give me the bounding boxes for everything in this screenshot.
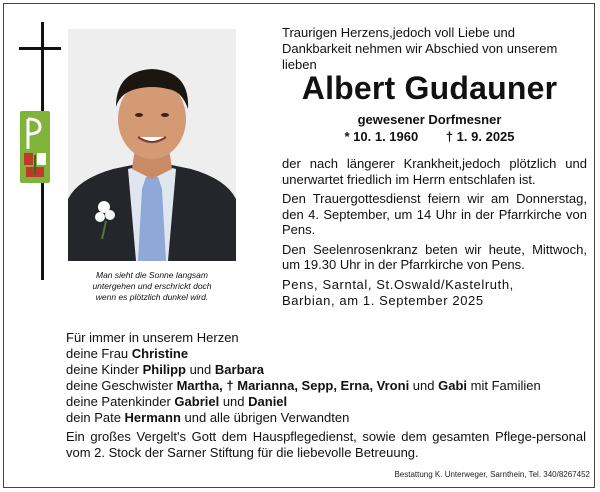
- family-godfather: dein Pate Hermann und alle übrigen Verwandten: [66, 410, 350, 425]
- place-line: Barbian, am 1. September 2025: [282, 293, 484, 308]
- cross-horizontal: [19, 47, 61, 50]
- family-heading: Für immer in unserem Herzen: [66, 330, 239, 345]
- body-paragraph: der nach längerer Krankheit,jedoch plötzlich und unerwartet friedlich im Herrn entschlafen ist.: [282, 156, 587, 187]
- caption-line: wenn es plötzlich dunkel wird.: [95, 292, 209, 302]
- thanks-text: Ein großes Vergelt's Gott dem Hauspflegedienst, sowie dem gesamten Pflege-personal vom 2. Stock der Sarner Stiftung für die liebevolle Betreuung.: [66, 429, 586, 460]
- family-children: deine Kinder Philipp und Barbara: [66, 362, 265, 377]
- death-date: † 1. 9. 2025: [445, 129, 515, 144]
- family-list: [66, 330, 586, 426]
- family-godchildren: deine Patenkinder Gabriel und Daniel: [66, 394, 288, 409]
- family-wife: deine Frau Christine: [66, 346, 189, 361]
- life-dates: [282, 129, 577, 144]
- intro-text: Traurigen Herzens,jedoch voll Liebe und Dankbarkeit nehmen wir Abschied von unserem lieben: [282, 25, 558, 72]
- birth-date: * 10. 1. 1960: [344, 129, 419, 144]
- portrait-photo: [68, 29, 236, 261]
- place-line: Pens, Sarntal, St.Oswald/Kastelruth,: [282, 277, 514, 292]
- body-paragraph: Den Trauergottesdienst feiern wir am Donnerstag, den 4. September, um 14 Uhr in der Pfarrkirche von Pens.: [282, 191, 587, 237]
- funeral-home-footer: Bestattung K. Unterweger, Sarnthein, Tel. 340/8267452: [394, 470, 590, 479]
- deceased-name: Albert Gudauner: [301, 70, 558, 106]
- body-paragraph: Den Seelenrosenkranz beten wir heute, Mittwoch, um 19.30 Uhr in der Pfarrkirche von Pens.: [282, 241, 587, 272]
- deceased-role: gewesener Dorfmesner: [357, 112, 502, 127]
- caption-line: untergehen und erschrickt doch: [92, 281, 212, 291]
- family-siblings: deine Geschwister Martha, † Marianna, Sepp, Erna, Vroni und Gabi mit Familien: [66, 378, 541, 393]
- photo-caption: [68, 270, 236, 303]
- place-and-date: [282, 277, 587, 309]
- christian-symbol-icon: [20, 109, 50, 185]
- caption-line: Man sieht die Sonne langsam: [96, 270, 208, 280]
- announcement-body: [282, 156, 587, 277]
